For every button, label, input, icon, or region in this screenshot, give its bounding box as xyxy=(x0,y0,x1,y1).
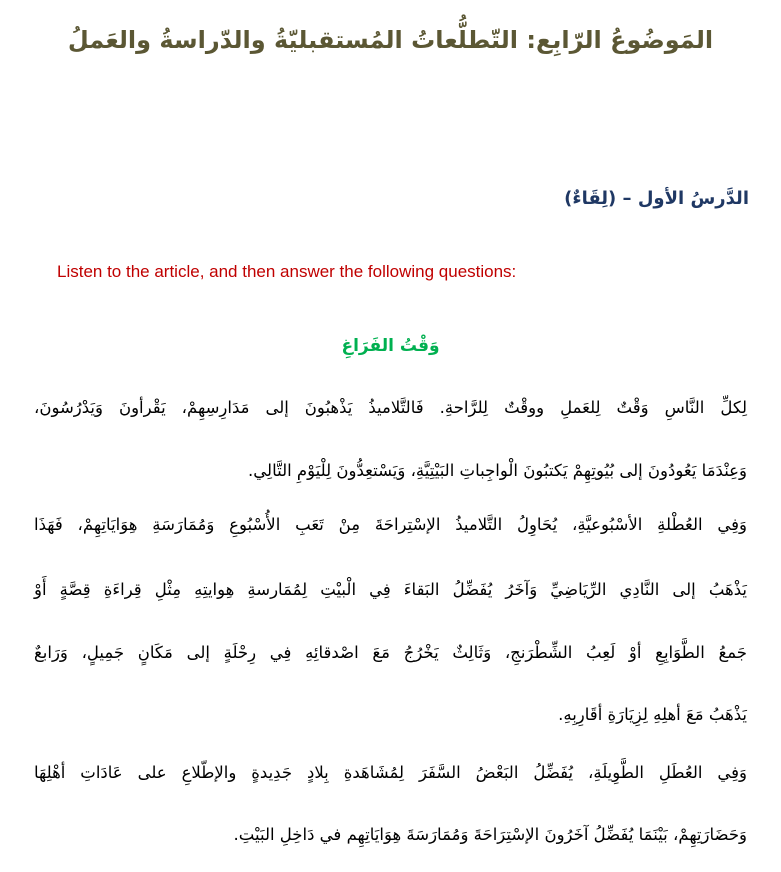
paragraph-2-line-4: يَذْهَبُ مَعَ أهلِهِ لِزِيَارَةِ أقَارِبِهِ. xyxy=(558,705,747,724)
paragraph-1-line-1: لِكلِّ النَّاسِ وَقْتٌ لِلعَملِ ووقْتٌ لِلرَّاحةِ. فَالتَّلاميذُ يَذْهبُونَ إلى مَدَارِسِهِمْ، يَقْرأونَ وَيَدْرُسُونَ، xyxy=(34,398,747,417)
paragraph-2-line-2: يَذْهَبُ إلى النَّادِي الرِّيَاضِيِّ وَآخَرُ يُفَضِّلُ البَقاءَ فِي الْبيْتِ لِمُمَارسةِ هِوايتِهِ مِثْلِ قِراءَةِ قِصَّةٍ أَوْ xyxy=(34,580,747,599)
paragraph-3-line-2: وَحَضَارَتِهِمْ، بَيْنَمَا يُفَضِّلُ آخَرُونَ الإسْتِرَاحَةَ وَمُمَارَسَةَ هِوَايَاتِهِم في دَاخِلِ البَيْتِ. xyxy=(233,825,747,844)
paragraph-1-line-2: وَعِنْدَمَا يَعُودُونَ إلى بُيُوتِهِمْ يَكتبُونَ الْواجِباتِ البَيْتِيَّةِ، وَيَسْتعِدُّونَ لِلْيَوْمِ التَّالِي. xyxy=(248,461,747,480)
paragraph-2-line-3: جَمعُ الطَّوَابِعِ أوْ لَعِبُ الشِّطْرَنجِ، وَثَالِثٌ يَخْرُجُ مَعَ اصْدقائِهِ فِي رِحْلَةٍ إلى مَكَانٍ جَمِيلٍ، وَرَابعٌ xyxy=(34,643,747,662)
listening-instruction: Listen to the article, and then answer the following questions: xyxy=(57,262,517,281)
topic-title: المَوضُوعُ الرّابِع: التّطلُّعاتُ المُستقبليّةُ والدّراسةُ والعَملُ xyxy=(67,26,714,54)
article-title: وَقْتُ الفَرَاغِ xyxy=(341,336,440,356)
lesson-title: الدَّرسُ الأول – (لِقَاءٌ) xyxy=(564,188,749,209)
paragraph-3-line-1: وَفِي العُطَلِ الطَّوِيلَةِ، يُفَضِّلُ البَعْضُ السَّفَرَ لِمُشَاهَدةِ بِلادٍ جَدِيدةٍ والإطّلاعِ على عَادَاتِ أهْلِهَا xyxy=(34,763,747,782)
paragraph-2-line-1: وَفِي العُطْلةِ الأسْبُوعيَّةِ، يُحَاوِلُ التَّلاميذُ الإسْتِراحَةَ مِنْ تَعَبِ الأُسْبُوعِ وَمُمَارَسَةِ هِوَايَاتِهِمْ، فَهَذَا xyxy=(34,515,747,534)
